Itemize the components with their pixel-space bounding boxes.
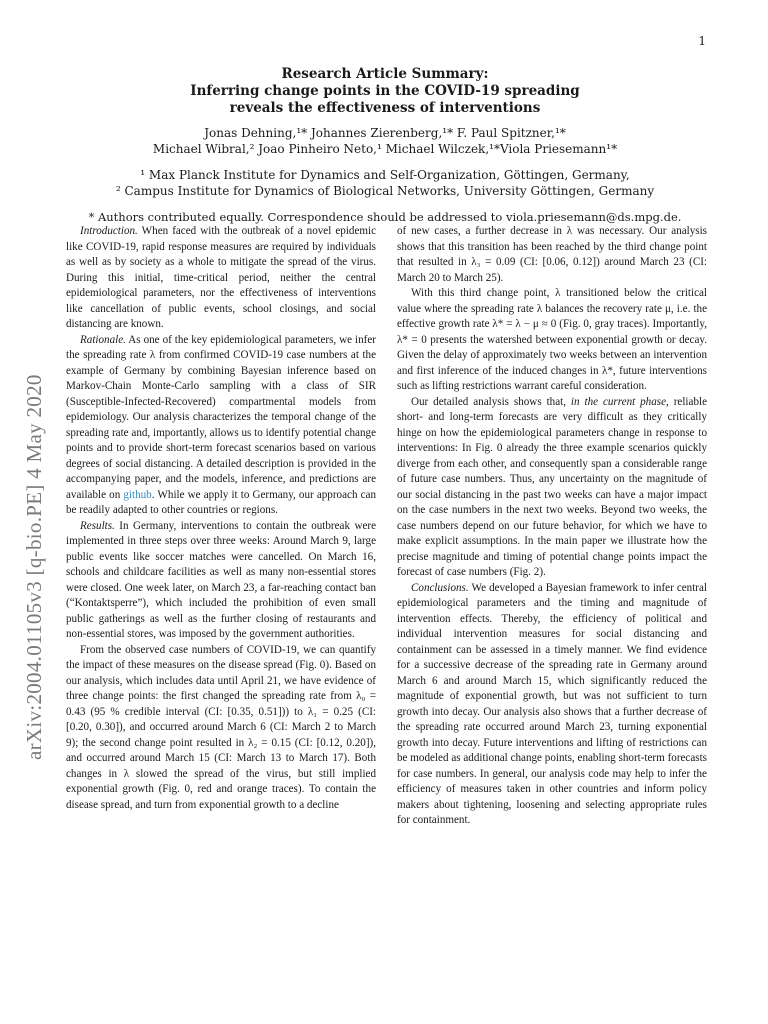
introduction-text: When faced with the outbreak of a novel epidemic like COVID-19, rapid response measures are required by individuals as well as by society as a whole to mitigate the spread of the virus. During this initial, time-critical period, neither the central epidemiological parameters, nor the effectiveness of interventions like cancellation of public events, school closings, and social distancing are known. [66,225,377,330]
author-line-1: Jonas Dehning,¹* Johannes Zierenberg,¹* F. Paul Spitzner,¹* [204,126,566,140]
results-paragraph-2: From the observed case numbers of COVID-19, we can quantify the impact of these measures on the disease spread (Fig. 0). Based on our analysis, which includes data until April 21, we have evidence of three change points: the first changed the spreading rate from λ₀ = 0.43 (95 % credible interval (CI: [0.35, 0.51])) to λ₁ = 0.25 (CI: [0.20, 0.30]), and occurred around March 6 (CI: March 2 to March 9); the second change point resulted in λ₂ = 0.15 (CI: [0.12, 0.20]), and occurred around March 15 (CI: March 13 to March 17). Both changes in λ slowed the spread of the virus, but still implied exponential growth (Fig. 0, red and orange traces). To contain the disease spread, and turn from exponential growth to a decline [66,643,376,811]
results-heading: Results. [80,519,115,532]
affiliation-2: ² Campus Institute for Dynamics of Biological Networks, University Göttingen, Germany [115,184,655,198]
author-line-2: Michael Wibral,² Joao Pinheiro Neto,¹ Michael Wilczek,¹*Viola Priesemann¹* [152,142,618,156]
forecast-paragraph [397,395,707,581]
page-number: 1 [698,34,706,48]
affiliation-1: ¹ Max Planck Institute for Dynamics and Self-Organization, Göttingen, Germany, [140,168,630,182]
affiliation-list [60,167,710,199]
conclusions-paragraph [397,581,707,829]
arxiv-identifier: arXiv:2004.01105v3 [q-bio.PE] 4 May 2020 [22,374,46,760]
paper-title-line-2: Inferring change points in the COVID-19 spreading [190,83,580,99]
correspondence-note: * Authors contributed equally. Correspondence should be addressed to viola.priesemann@ds.mpg.de. [88,210,682,224]
github-link[interactable]: github [123,488,152,501]
right-column [397,224,707,829]
rationale-text-end: . While we apply it to Germany, our approach can be readily adapted to other countries or regions. [66,488,376,516]
forecast-text-end: , reliable short- and long-term forecasts are very difficult as they critically hinge on how the epidemiological parameters change in response to interventions: In Fig. 0 already the three example scenarios quickly diverge from each other, and consequently span a considerable range of future case numbers. Thus, any uncertainty on the magnitude of our social distancing in the past two weeks can have a major impact on the case numbers in the next two weeks. Beyond two weeks, the case numbers depend on our future behavior, for which we have to make explicit assumptions. In the main paper we illustrate how the precise magnitude and timing of potential change points impact the forecast of case numbers (Fig. 2). [397,395,707,578]
rationale-heading: Rationale. [80,333,126,346]
conclusions-heading: Conclusions. [411,581,469,594]
rationale-text: As one of the key epidemiological parameters, we infer the spreading rate λ from confirmed COVID-19 case numbers at the example of Germany by combining Bayesian inference based on Markov-Chain Monte-Carlo sampling with a class of SIR (Susceptible-Infected-Recovered) compartmental models from epidemiology. Our analysis characterizes the temporal change of the spreading rate and, importantly, allows us to identify potential change points and to provide short-term forecast scenarios based on various degrees of social distancing. A detailed description is provided in the accompanying paper, and the models, inference, and predictions are available on [66,333,376,501]
rationale-paragraph [66,333,376,519]
forecast-emphasis: in the current phase [570,395,667,408]
results-paragraph-continued: of new cases, a further decrease in λ was necessary. Our analysis shows that this transition has been reached by the third change point that resulted in λ₃ = 0.09 (CI: [0.06, 0.12]) around March 23 (CI: March 20 to March 25). [397,225,707,284]
author-list [60,125,710,157]
paper-title-line-3: reveals the effectiveness of interventions [229,100,541,116]
paper-header [60,66,710,225]
results-text: In Germany, interventions to contain the outbreak were implemented in three steps over three weeks: Around March 9, large public events like soccer matches were cancelled. On March 16, schools and childcare facilities as well as many non-essential stores were closed. One week later, on March 23, a far-reaching contact ban (“Kontaktsperre”), which included the prohibition of even small public gatherings as well as the further closing of restaurants and non-essential stores, was imposed by the government authorities. [66,519,376,640]
introduction-heading: Introduction. [80,225,138,237]
forecast-text: Our detailed analysis shows that, [411,395,566,408]
results-paragraph [66,519,376,643]
third-change-point-paragraph: With this third change point, λ transitioned below the critical value where the spreading rate λ balances the recovery rate μ, i.e. the effective growth rate λ* = λ − μ ≈ 0 (Fig. 0, gray traces). Importantly, λ* = 0 presents the watershed between exponential growth or decay. Given the delay of approximately two weeks between an intervention and first inference of the induced changes in λ*, future interventions such as lifting restrictions warrant careful consideration. [397,287,707,392]
left-column [66,224,376,813]
conclusions-text: We developed a Bayesian framework to infer central epidemiological parameters and the timing and magnitude of intervention effects. Thereby, the efficiency of political and individual intervention measures for social distancing and containment can be assessed in a timely manner. We find evidence for a successive decrease of the spreading rate in Germany around March 6 and around March 15, which significantly reduced the magnitude of exponential growth, but was not sufficient to turn growth into decay. Our analysis also shows that a further decrease of the spreading rate occurred around March 23, turning exponential growth into decay. Future interventions and lifting of restrictions can be modeled as additional change points, enabling short-term forecasts for case numbers. In general, our analysis code may help to infer the efficiency of measures taken in other countries and inform policy makers about tightening, loosening and selecting appropriate rules for containment. [397,581,707,826]
introduction-paragraph [66,224,376,333]
paper-title-line-1: Research Article Summary: [281,66,489,82]
